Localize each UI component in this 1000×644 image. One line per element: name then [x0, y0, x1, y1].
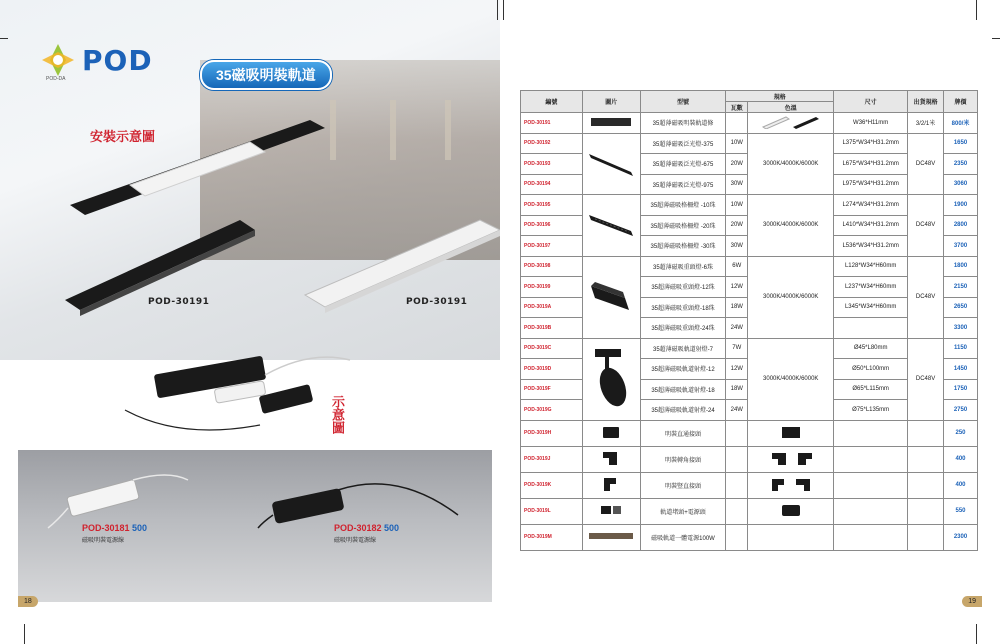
row-size: Ø50*L100mm — [834, 359, 908, 380]
row-code: POD-3019C — [521, 338, 583, 359]
row-price: 1750 — [944, 379, 978, 400]
row-watt: 20W — [726, 154, 748, 175]
right-page — [500, 0, 1000, 644]
row-size: L128*W34*H60mm — [834, 256, 908, 277]
row-color: 3000K/4000K/6000K — [748, 338, 834, 420]
row-size — [834, 524, 908, 550]
table-row — [521, 498, 978, 524]
row-price: 2300 — [944, 524, 978, 550]
row-code: POD-3019F — [521, 379, 583, 400]
row-code: POD-30197 — [521, 236, 583, 257]
row-model: 35超薄磁吸明裝軌道條 — [640, 113, 726, 134]
row-code: POD-3019J — [521, 446, 583, 472]
row-size: Ø65*L115mm — [834, 379, 908, 400]
row-watt: 10W — [726, 195, 748, 216]
row-size: L237*W34*H60mm — [834, 277, 908, 298]
header-size: 尺寸 — [834, 91, 908, 113]
row-price: 3300 — [944, 318, 978, 339]
row-image — [582, 113, 640, 134]
track-with-light — [70, 120, 325, 215]
row-image — [582, 133, 640, 195]
row-size: Ø75*L135mm — [834, 400, 908, 421]
row-model: 35超薄磁吸泛光燈-975 — [640, 174, 726, 195]
row-price: 2800 — [944, 215, 978, 236]
row-watt — [726, 420, 748, 446]
row-size — [834, 446, 908, 472]
row-code: POD-30196 — [521, 215, 583, 236]
row-color: 3000K/4000K/6000K — [748, 256, 834, 338]
table-row — [521, 195, 978, 216]
row-code: POD-3019G — [521, 400, 583, 421]
row-price: 1800 — [944, 256, 978, 277]
driver-1-code: POD-30181 — [82, 523, 130, 533]
row-size — [834, 498, 908, 524]
row-watt — [726, 446, 748, 472]
row-image — [582, 195, 640, 257]
row-color: 3000K/4000K/6000K — [748, 195, 834, 257]
row-model: 35超薄磁吸重頭燈-24珠 — [640, 318, 726, 339]
row-size: Ø45*L80mm — [834, 338, 908, 359]
crop-mark — [497, 0, 498, 20]
row-ship — [908, 420, 944, 446]
row-code: POD-3019K — [521, 472, 583, 498]
row-code: POD-30192 — [521, 133, 583, 154]
row-watt — [726, 113, 748, 134]
row-watt: 24W — [726, 400, 748, 421]
row-ship — [908, 524, 944, 550]
row-model: 磁吸軌道一體電源100W — [640, 524, 726, 550]
row-code: POD-3019D — [521, 359, 583, 380]
logo-subtext: POD-DA — [46, 76, 66, 82]
row-code: POD-30198 — [521, 256, 583, 277]
row-price: 800/米 — [944, 113, 978, 134]
table-row — [521, 420, 978, 446]
row-price: 1450 — [944, 359, 978, 380]
row-size: L410*W34*H31.2mm — [834, 215, 908, 236]
table-row — [521, 113, 978, 134]
vertical-char: 示 — [330, 395, 345, 408]
row-model: 明裝直通接頭 — [640, 420, 726, 446]
row-price: 2650 — [944, 297, 978, 318]
row-model: 明裝轉角接頭 — [640, 446, 726, 472]
row-size: L536*W34*H31.2mm — [834, 236, 908, 257]
logo-text: POD — [82, 43, 153, 77]
row-price: 1900 — [944, 195, 978, 216]
row-color-image — [748, 446, 834, 472]
row-model: 35超薄磁吸軌道射燈-7 — [640, 338, 726, 359]
row-model: 35超薄磁吸格柵燈 -30珠 — [640, 236, 726, 257]
row-size: L274*W34*H31.2mm — [834, 195, 908, 216]
row-size: W36*H11mm — [834, 113, 908, 134]
row-price: 250 — [944, 420, 978, 446]
row-watt: 24W — [726, 318, 748, 339]
row-code: POD-3019H — [521, 420, 583, 446]
row-model: 35超薄磁吸格柵燈 -20珠 — [640, 215, 726, 236]
row-code: POD-3019M — [521, 524, 583, 550]
row-watt: 7W — [726, 338, 748, 359]
row-color-image — [748, 420, 834, 446]
crop-mark — [976, 0, 977, 20]
row-voltage: DC48V — [908, 338, 944, 420]
row-watt: 12W — [726, 359, 748, 380]
header-code: 編號 — [521, 91, 583, 113]
page-title: 35磁吸明裝軌道 — [200, 60, 332, 90]
row-model: 軌道堵頭+電源頭 — [640, 498, 726, 524]
logo-icon — [38, 40, 78, 80]
row-price: 1650 — [944, 133, 978, 154]
header-image: 圖片 — [582, 91, 640, 113]
table-row — [521, 446, 978, 472]
row-voltage: DC48V — [908, 256, 944, 338]
row-code: POD-3019A — [521, 297, 583, 318]
row-code: POD-30199 — [521, 277, 583, 298]
row-model: 明裝豎直接頭 — [640, 472, 726, 498]
row-size: L345*W34*H60mm — [834, 297, 908, 318]
header-watt: 瓦數 — [726, 102, 748, 113]
row-image — [582, 256, 640, 338]
row-watt — [726, 498, 748, 524]
row-code: POD-30191 — [521, 113, 583, 134]
row-model: 35超薄磁吸重頭燈-18珠 — [640, 297, 726, 318]
white-track — [305, 220, 500, 313]
row-ship — [908, 498, 944, 524]
header-price: 牌價 — [944, 91, 978, 113]
row-color-image — [748, 113, 834, 134]
row-model: 35超薄磁吸泛光燈-375 — [640, 133, 726, 154]
row-watt: 12W — [726, 277, 748, 298]
install-diagram-label: 安裝示意圖 — [90, 129, 156, 144]
row-ship — [908, 446, 944, 472]
row-watt — [726, 524, 748, 550]
row-price: 2350 — [944, 154, 978, 175]
crop-mark — [0, 38, 8, 39]
header-spec: 規格 — [726, 91, 834, 102]
row-image — [582, 472, 640, 498]
row-model: 35超薄磁吸重頭燈-12珠 — [640, 277, 726, 298]
driver-panel — [18, 450, 492, 602]
row-size: L675*W34*H31.2mm — [834, 154, 908, 175]
table-row — [521, 133, 978, 154]
driver-1-label — [82, 523, 147, 533]
crop-mark — [24, 624, 25, 644]
row-model: 35超薄磁吸軌道射燈-18 — [640, 379, 726, 400]
row-price: 2150 — [944, 277, 978, 298]
table-row — [521, 472, 978, 498]
row-code: POD-3019B — [521, 318, 583, 339]
row-color-image — [748, 472, 834, 498]
row-watt: 30W — [726, 174, 748, 195]
row-price: 400 — [944, 446, 978, 472]
header-ship: 出貨規格 — [908, 91, 944, 113]
vertical-char: 意 — [330, 408, 345, 421]
row-ship: 3/2/1米 — [908, 113, 944, 134]
row-color-image — [748, 524, 834, 550]
crop-mark — [503, 0, 504, 20]
row-price: 400 — [944, 472, 978, 498]
crop-mark — [992, 38, 1000, 39]
vertical-diagram-label — [330, 395, 344, 434]
driver-1-desc: 磁吸明裝電源線 — [82, 538, 125, 544]
row-watt: 6W — [726, 256, 748, 277]
row-size — [834, 420, 908, 446]
row-code: POD-30194 — [521, 174, 583, 195]
row-model: 35超薄磁吸軌道射燈-12 — [640, 359, 726, 380]
row-watt — [726, 472, 748, 498]
row-price: 3700 — [944, 236, 978, 257]
driver-2-label — [334, 523, 399, 533]
row-price: 3060 — [944, 174, 978, 195]
row-watt: 10W — [726, 133, 748, 154]
row-voltage: DC48V — [908, 195, 944, 257]
row-price: 2750 — [944, 400, 978, 421]
row-color: 3000K/4000K/6000K — [748, 133, 834, 195]
row-price: 1150 — [944, 338, 978, 359]
row-code: POD-30195 — [521, 195, 583, 216]
row-model: 35超薄磁吸軌道射燈-24 — [640, 400, 726, 421]
row-voltage: DC48V — [908, 133, 944, 195]
row-watt: 18W — [726, 379, 748, 400]
row-price: 550 — [944, 498, 978, 524]
row-image — [582, 524, 640, 550]
row-model: 35超薄磁吸格柵燈 -10珠 — [640, 195, 726, 216]
driver-2-desc: 磁吸明裝電源線 — [334, 538, 377, 544]
table-row — [521, 338, 978, 359]
page-number-right: 19 — [962, 596, 982, 607]
row-watt: 18W — [726, 297, 748, 318]
vertical-char: 圖 — [330, 421, 345, 434]
row-size — [834, 318, 908, 339]
row-size — [834, 472, 908, 498]
crop-mark — [976, 624, 977, 644]
row-size: L975*W34*H31.2mm — [834, 174, 908, 195]
header-model: 型號 — [640, 91, 726, 113]
track-code-white: POD-30191 — [406, 297, 468, 307]
row-image — [582, 338, 640, 420]
row-image — [582, 420, 640, 446]
row-image — [582, 498, 640, 524]
row-code: POD-30193 — [521, 154, 583, 175]
spec-table — [520, 90, 978, 551]
row-ship — [908, 472, 944, 498]
row-code: POD-3019L — [521, 498, 583, 524]
table-row — [521, 524, 978, 550]
row-image — [582, 446, 640, 472]
header-color: 色溫 — [748, 102, 834, 113]
row-model: 35超薄磁吸重頭燈-6珠 — [640, 256, 726, 277]
row-watt: 20W — [726, 215, 748, 236]
row-watt: 30W — [726, 236, 748, 257]
driver-2-price: 500 — [384, 523, 400, 533]
table-row — [521, 256, 978, 277]
row-size: L375*W34*H31.2mm — [834, 133, 908, 154]
driver-2-code: POD-30182 — [334, 523, 382, 533]
driver-1-price: 500 — [132, 523, 148, 533]
brand-logo — [38, 40, 153, 80]
row-color-image — [748, 498, 834, 524]
track-code-black: POD-30191 — [148, 297, 210, 307]
page-number-left: 18 — [18, 596, 38, 607]
row-model: 35超薄磁吸泛光燈-675 — [640, 154, 726, 175]
